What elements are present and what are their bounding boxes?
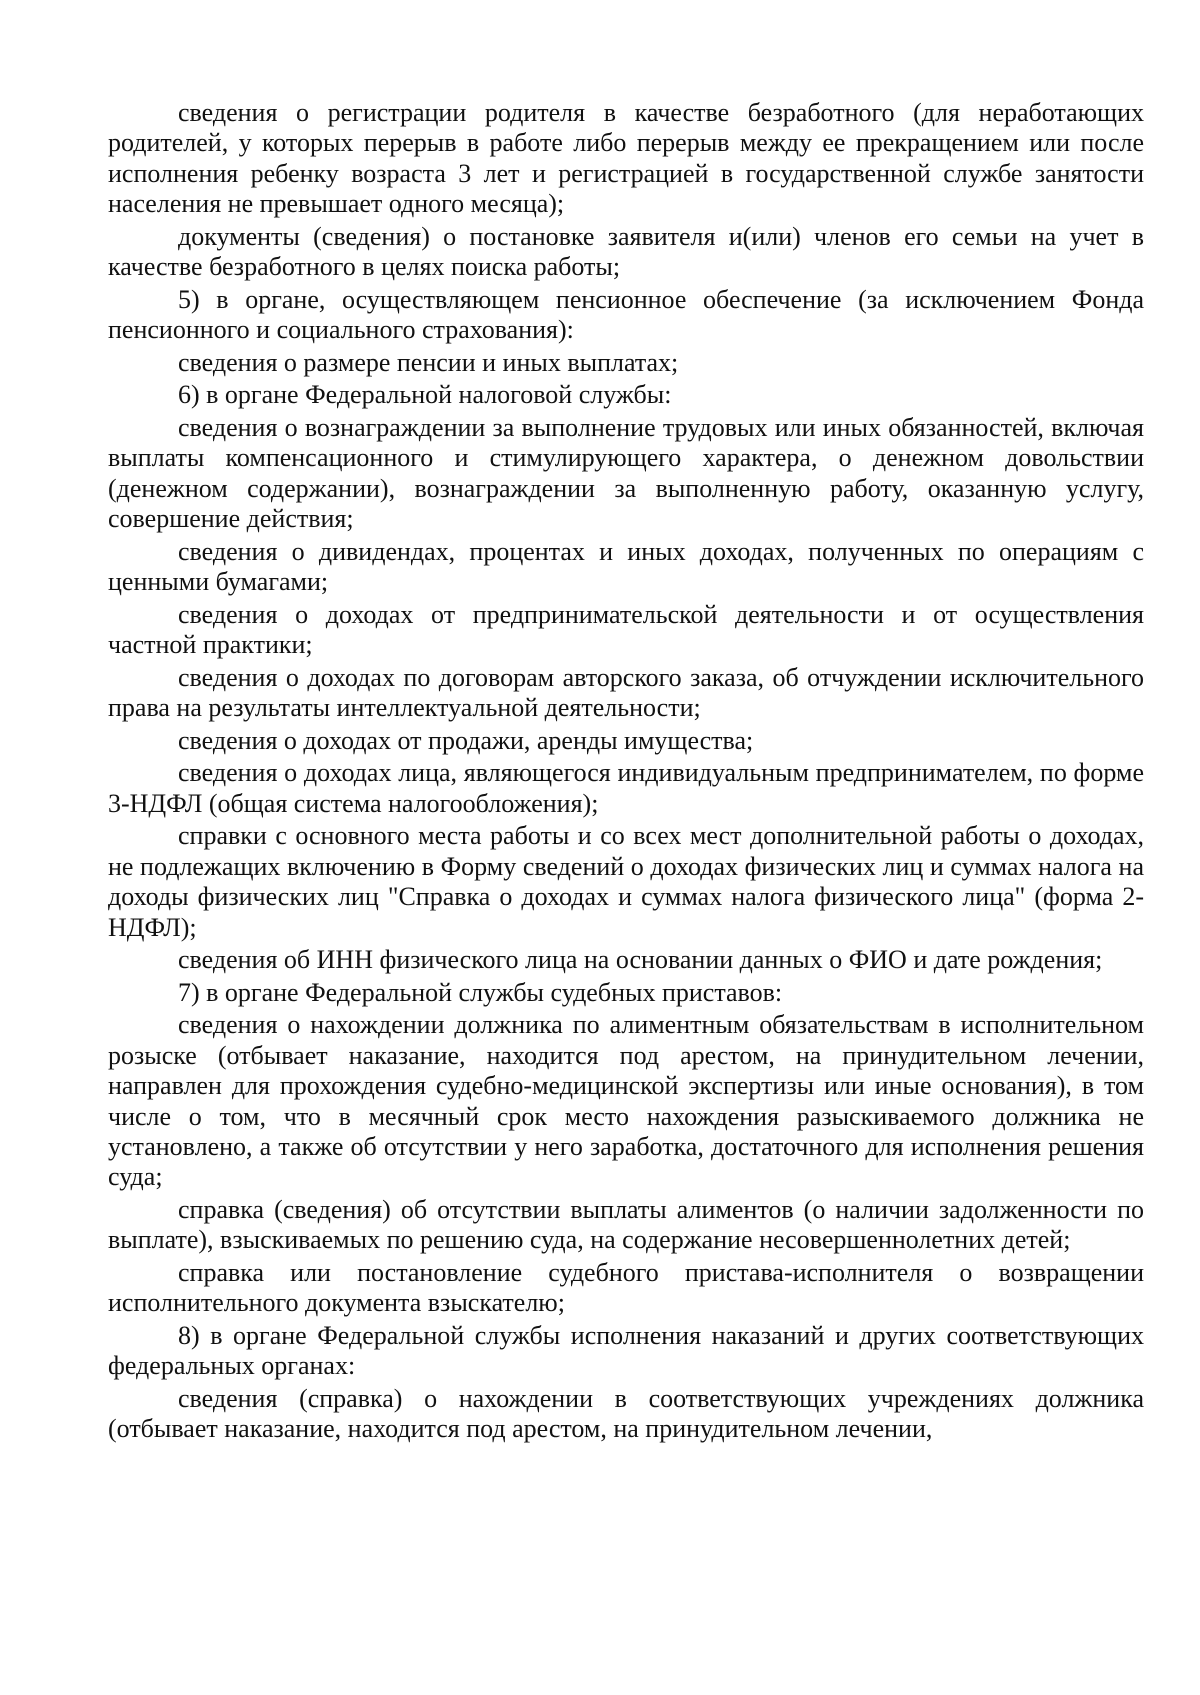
paragraph: сведения о вознаграждении за выполнение трудовых или иных обязанностей, включая выплаты компенсационного и стимулирующего характера, о денежном довольствии (денежном содержании), вознаграждении за выполненную работу, оказанную услугу, совершение действия; (108, 413, 1144, 534)
paragraph: сведения о доходах лица, являющегося индивидуальным предпринимателем, по форме 3-НДФЛ (общая система налогообложения); (108, 758, 1144, 818)
document-body (108, 98, 1144, 1447)
paragraph: сведения (справка) о нахождении в соответствующих учреждениях должника (отбывает наказание, находится под арестом, на принудительном лечении, (108, 1384, 1144, 1444)
paragraph: справка (сведения) об отсутствии выплаты алиментов (о наличии задолженности по выплате), взыскиваемых по решению суда, на содержание несовершеннолетних детей; (108, 1195, 1144, 1255)
paragraph: справки с основного места работы и со всех мест дополнительной работы о доходах, не подлежащих включению в Форму сведений о доходах физических лиц и суммах налога на доходы физических лиц "Справка о доходах и суммах налога физического лица" (форма 2-НДФЛ); (108, 821, 1144, 942)
paragraph: 6) в органе Федеральной налоговой службы: (178, 380, 672, 410)
paragraph: справка или постановление судебного пристава-исполнителя о возвращении исполнительного документа взыскателю; (108, 1258, 1144, 1318)
paragraph: сведения о размере пенсии и иных выплатах; (178, 347, 679, 377)
paragraph: 8) в органе Федеральной службы исполнения наказаний и других соответствующих федеральных органах: (108, 1321, 1144, 1381)
paragraph: 7) в органе Федеральной службы судебных приставов: (178, 977, 783, 1007)
paragraph: сведения о дивидендах, процентах и иных доходах, полученных по операциям с ценными бумагами; (108, 536, 1144, 597)
paragraph: сведения о регистрации родителя в качестве безработного (для неработающих родителей, у которых перерыв в работе либо перерыв между ее прекращением или после исполнения ребенку возраста 3 лет и регистрацией в государственной службе занятости населения не превышает одного месяца); (108, 98, 1144, 219)
paragraph: сведения о доходах от продажи, аренды имущества; (178, 725, 754, 755)
paragraph: сведения о доходах по договорам авторского заказа, об отчуждении исключительного права на результаты интеллектуальной деятельности; (108, 662, 1144, 723)
paragraph: сведения об ИНН физического лица на основании данных о ФИО и дате рождения; (178, 945, 1103, 975)
paragraph: 5) в органе, осуществляющем пенсионное обеспечение (за исключением Фонда пенсионного и социального страхования): (108, 284, 1144, 345)
paragraph: сведения о доходах от предпринимательской деятельности и от осуществления частной практики; (108, 599, 1144, 660)
paragraph: документы (сведения) о постановке заявителя и(или) членов его семьи на учет в качестве безработного в целях поиска работы; (108, 221, 1144, 282)
paragraph: сведения о нахождении должника по алиментным обязательствам в исполнительном розыске (отбывает наказание, находится под арестом, на принудительном лечении, направлен для прохождения судебно-медицинской экспертизы или иные основания), в том числе о том, что в месячный срок место нахождения разыскиваемого должника не установлено, а также об отсутствии у него заработка, достаточного для исполнения решения суда; (108, 1010, 1144, 1192)
